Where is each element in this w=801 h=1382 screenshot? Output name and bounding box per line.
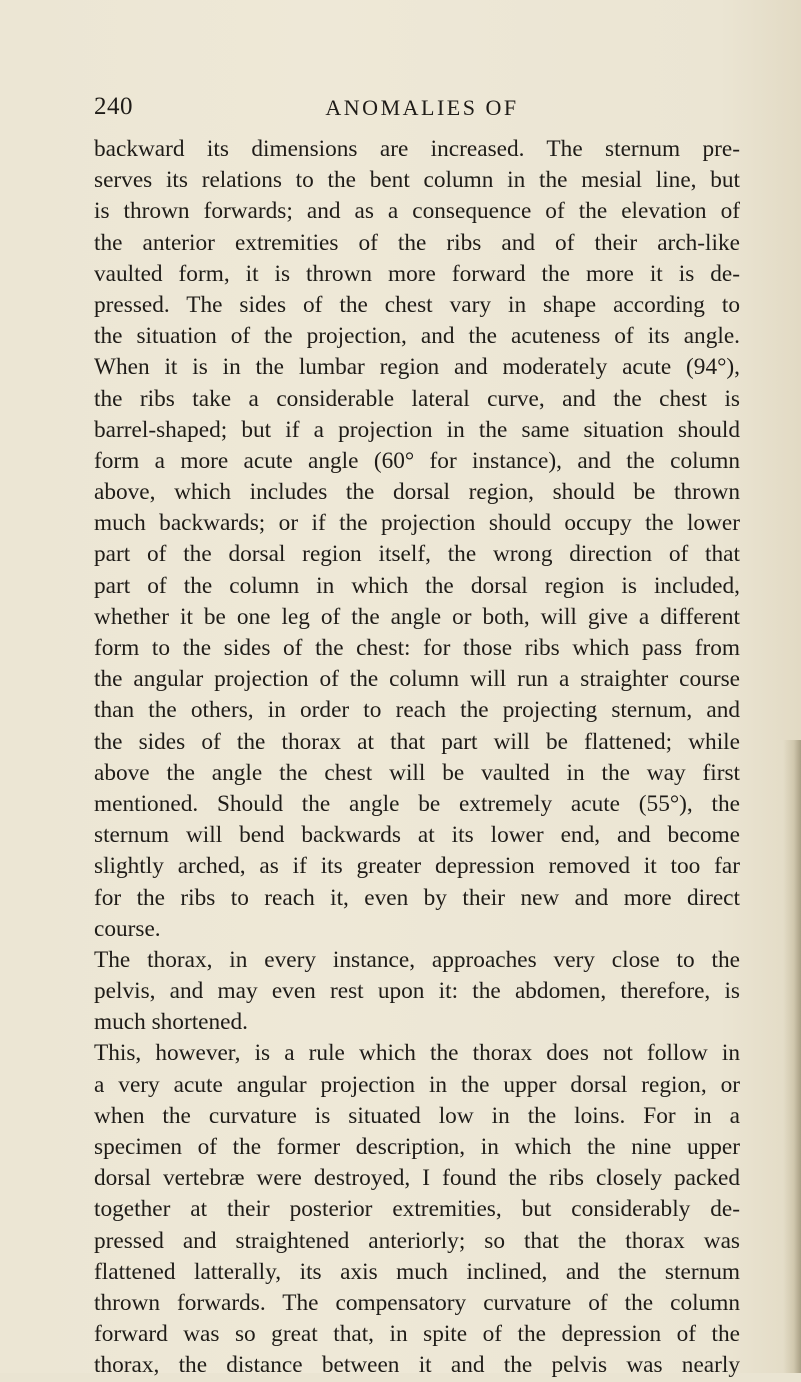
text-line: flattened latterally, its axis much inclined, and the sternum (94, 1258, 740, 1285)
text-line: barrel-shaped; but if a projection in the same situation should (94, 416, 740, 443)
text-line: form a more acute angle (60° for instance), and the column (94, 447, 740, 474)
text-line: thorax, the distance between it and the pelvis was nearly (94, 1352, 740, 1379)
text-line: much backwards; or if the projection should occupy the lower (94, 510, 740, 537)
body-text (94, 134, 740, 1382)
text-line: sternum will bend backwards at its lower end, and become (94, 822, 740, 849)
text-line: backward its dimensions are increased. The sternum pre- (94, 136, 740, 162)
text-line: the angular projection of the column will run a straighter course (94, 666, 740, 693)
text-line: The thorax, in every instance, approaches very close to the (94, 946, 740, 973)
text-line: pressed and straightened anteriorly; so that the thorax was (94, 1227, 740, 1254)
text-line: a very acute angular projection in the upper dorsal region, or (94, 1071, 740, 1098)
text-line: above the angle the chest will be vaulted in the way first (94, 759, 740, 786)
text-line: whether it be one leg of the angle or both, will give a different (94, 603, 740, 630)
text-line: than the others, in order to reach the projecting sternum, and (94, 697, 740, 724)
text-line: This, however, is a rule which the thorax does not follow in (94, 1040, 740, 1067)
text-line: serves its relations to the bent column in the mesial line, but (94, 167, 740, 194)
text-line: mentioned. Should the angle be extremely acute (55°), the (94, 790, 740, 817)
text-line: the anterior extremities of the ribs and of their arch-like (94, 229, 740, 256)
text-line: when the curvature is situated low in the loins. For in a (94, 1102, 740, 1129)
page-number: 240 (94, 93, 133, 120)
text-line: course. (94, 915, 161, 942)
text-line: the sides of the thorax at that part will be flattened; while (94, 728, 740, 755)
text-line: together at their posterior extremities, but considerably de- (94, 1196, 740, 1223)
text-line: pelvis, and may even rest upon it: the abdomen, therefore, is (94, 978, 740, 1005)
text-line: pressed. The sides of the chest vary in shape according to (94, 291, 740, 318)
text-line: dorsal vertebræ were destroyed, I found the ribs closely packed (94, 1165, 740, 1192)
text-line: is thrown forwards; and as a consequence of the elevation of (94, 198, 740, 225)
text-line: part of the dorsal region itself, the wrong direction of that (94, 541, 740, 568)
text-line: much shortened. (94, 1009, 248, 1036)
running-head: ANOMALIES OF (325, 95, 519, 120)
text-line: for the ribs to reach it, even by their new and more direct (94, 884, 740, 911)
text-line: specimen of the former description, in which the nine upper (94, 1134, 740, 1160)
text-line: the situation of the projection, and the acuteness of its angle. (94, 323, 740, 350)
text-line: above, which includes the dorsal region, should be thrown (94, 479, 740, 506)
text-line: part of the column in which the dorsal region is included, (94, 572, 740, 599)
page-header (94, 93, 714, 129)
text-line: thrown forwards. The compensatory curvature of the column (94, 1289, 740, 1316)
text-line: vaulted form, it is thrown more forward the more it is de- (94, 260, 740, 287)
page-edge-shadow (783, 740, 801, 1373)
text-line: the ribs take a considerable lateral curve, and the chest is (94, 385, 740, 412)
text-line: form to the sides of the chest: for those ribs which pass from (94, 635, 740, 661)
text-line: When it is in the lumbar region and moderately acute (94°), (94, 354, 740, 381)
text-line: forward was so great that, in spite of the depression of the (94, 1321, 740, 1348)
text-line: slightly arched, as if its greater depression removed it too far (94, 853, 740, 880)
